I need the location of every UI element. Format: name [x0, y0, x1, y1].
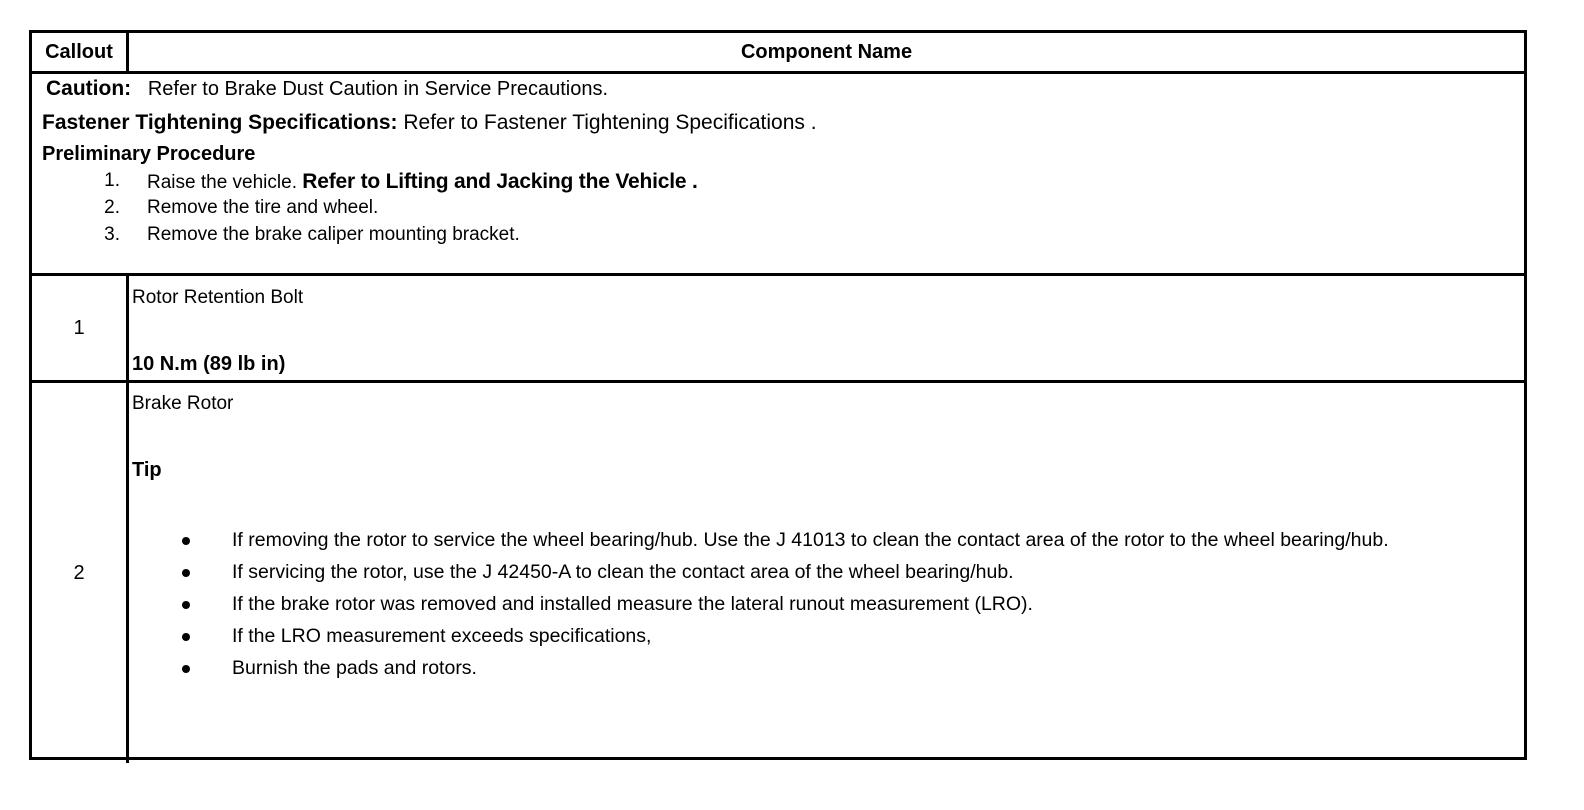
- list-item: [132, 592, 1492, 616]
- callout-number: 1: [73, 316, 85, 339]
- row-divider: [32, 71, 1524, 74]
- step-number: 2.: [104, 197, 120, 218]
- step-number: 3.: [104, 224, 120, 245]
- caution-note: [46, 78, 608, 99]
- component-name: Brake Rotor: [132, 393, 234, 414]
- callout-number: 2: [73, 561, 85, 584]
- bullet-text: If the LRO measurement exceeds specifications,: [232, 625, 652, 647]
- lifting-jacking-link[interactable]: Refer to Lifting and Jacking the Vehicle .: [302, 170, 698, 193]
- step-text: Remove the tire and wheel.: [147, 197, 379, 218]
- bullet-icon: [182, 537, 190, 545]
- bullet-text: If the brake rotor was removed and installed measure the lateral runout measurement (LRO).: [232, 593, 1033, 615]
- list-item: [132, 560, 1492, 584]
- fastener-spec-label: Fastener Tightening Specifications:: [42, 111, 398, 134]
- column-header-callout: Callout: [45, 40, 113, 63]
- callout-divider: [126, 383, 129, 763]
- component-cell: [132, 383, 1514, 753]
- fastener-spec-link[interactable]: Refer to Fastener Tightening Specifications .: [403, 111, 817, 134]
- bullet-icon: [182, 633, 190, 641]
- list-item: [132, 656, 1492, 680]
- bullet-icon: [182, 569, 190, 577]
- caution-label: Caution:: [46, 77, 132, 100]
- header-divider: [126, 33, 129, 71]
- component-name: Rotor Retention Bolt: [132, 287, 304, 308]
- list-item: [132, 528, 1492, 552]
- bullet-icon: [182, 665, 190, 673]
- tip-label: Tip: [132, 459, 162, 481]
- caution-text: Refer to Brake Dust Caution in Service Precautions.: [147, 78, 609, 100]
- bullet-text: If removing the rotor to service the wheel bearing/hub. Use the J 41013 to clean the contact area of the rotor to the wheel bearing/hub.: [232, 529, 1389, 551]
- list-item: [132, 624, 1492, 648]
- torque-spec: 10 N.m (89 lb in): [132, 353, 286, 375]
- callout-divider: [126, 276, 129, 380]
- step-text: Remove the brake caliper mounting bracket.: [147, 224, 520, 245]
- component-table: [29, 30, 1527, 760]
- column-header-component-name: Component Name: [740, 40, 913, 63]
- tip-bullets: [132, 528, 1492, 688]
- preliminary-procedure-title: Preliminary Procedure: [42, 143, 256, 165]
- component-cell: [132, 276, 1514, 380]
- step-number: 1.: [104, 170, 120, 191]
- bullet-icon: [182, 601, 190, 609]
- step-text: Raise the vehicle.: [147, 172, 297, 193]
- bullet-text: If servicing the rotor, use the J 42450-A to clean the contact area of the wheel bearing/hub.: [232, 561, 1014, 583]
- bullet-text: Burnish the pads and rotors.: [232, 657, 477, 679]
- fastener-spec-note: [42, 112, 817, 133]
